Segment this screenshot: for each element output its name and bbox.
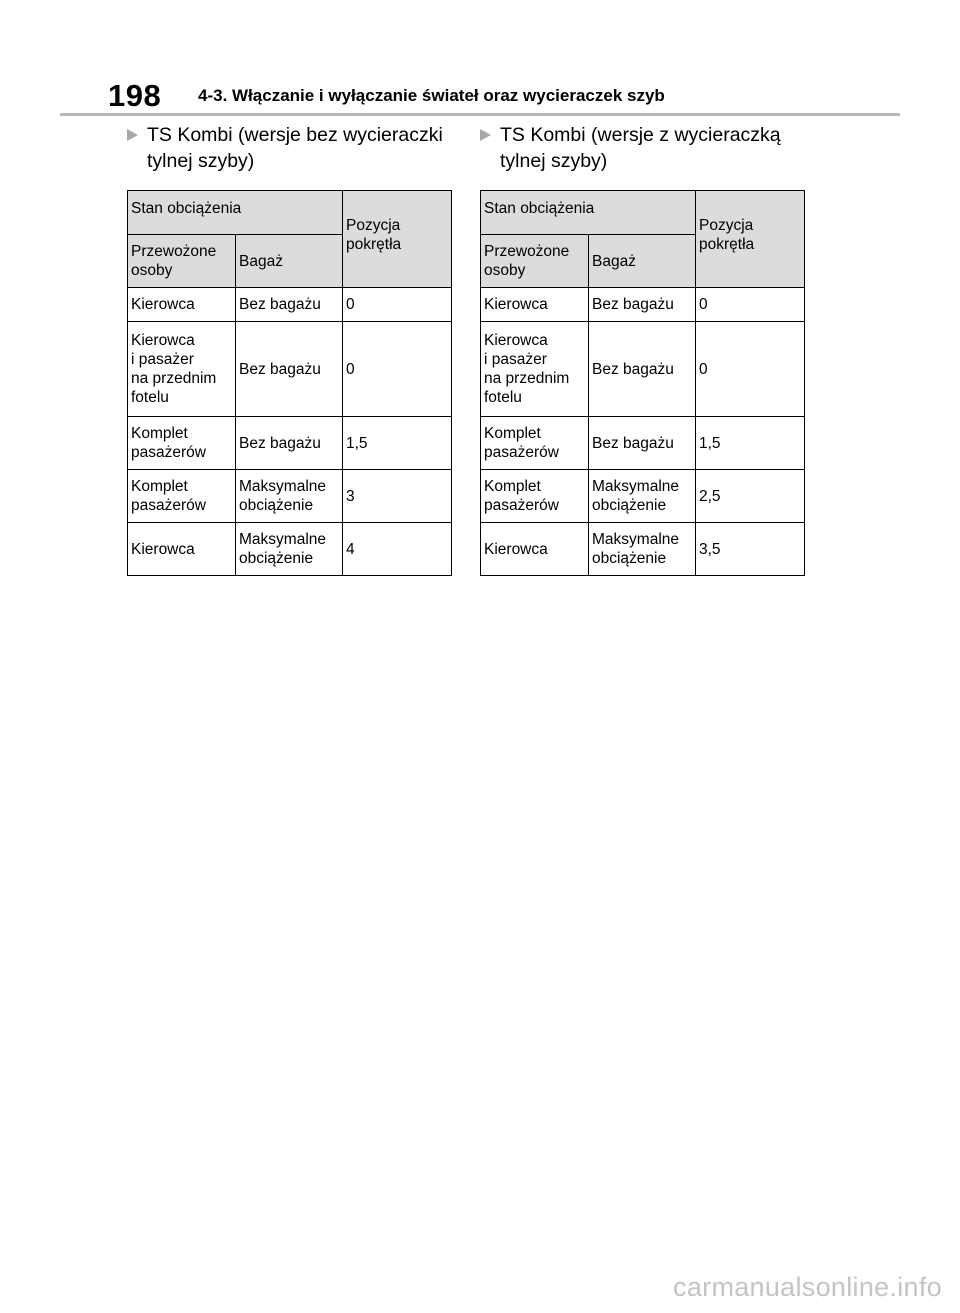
luggage-cell: Bez bagażu xyxy=(236,417,343,470)
passengers-line: Kierowca xyxy=(484,332,548,349)
passengers-cell: Kierowca xyxy=(481,523,589,576)
luggage-cell xyxy=(589,470,696,523)
header-knob-position-line1: Pozycja xyxy=(346,217,401,234)
luggage-line: obciążenie xyxy=(239,550,314,567)
passengers-line: pasażerów xyxy=(484,497,559,514)
table-row xyxy=(481,470,805,523)
passengers-line: pasażerów xyxy=(484,444,559,461)
section-heading-line2: tylnej szyby) xyxy=(500,150,608,172)
passengers-cell xyxy=(128,417,236,470)
position-cell: 0 xyxy=(343,288,452,322)
section-heading xyxy=(127,122,451,190)
passengers-cell: Kierowca xyxy=(128,288,236,322)
watermark: carmanualsonline.info xyxy=(673,1272,942,1302)
position-cell: 3 xyxy=(343,470,452,523)
position-cell: 1,5 xyxy=(343,417,452,470)
header-passengers-line1: Przewożone xyxy=(484,243,570,260)
section-title: 4-3. Włączanie i wyłączanie świateł oraz wycieraczek szyb xyxy=(198,86,665,105)
luggage-line: Maksymalne xyxy=(239,531,326,548)
position-cell: 4 xyxy=(343,523,452,576)
header-luggage: Bagaż xyxy=(589,235,696,288)
load-table xyxy=(480,190,805,576)
passengers-line: i pasażer xyxy=(131,351,194,368)
passengers-line: i pasażer xyxy=(484,351,547,368)
passengers-cell xyxy=(128,322,236,417)
passengers-line: Komplet xyxy=(484,478,541,495)
luggage-line: Maksymalne xyxy=(592,531,679,548)
load-table xyxy=(127,190,452,576)
passengers-line: Kierowca xyxy=(131,332,195,349)
luggage-line: Maksymalne xyxy=(592,478,679,495)
table-row xyxy=(128,523,452,576)
luggage-line: obciążenie xyxy=(239,497,314,514)
section-heading-line1: TS Kombi (wersje bez wycieraczki xyxy=(147,124,443,146)
passengers-cell: Kierowca xyxy=(481,288,589,322)
position-cell: 0 xyxy=(696,288,805,322)
passengers-line: fotelu xyxy=(131,389,169,406)
table-row xyxy=(481,322,805,417)
luggage-cell: Bez bagażu xyxy=(589,288,696,322)
passengers-line: Komplet xyxy=(131,425,188,442)
header-knob-position xyxy=(343,191,452,288)
triangle-bullet-icon xyxy=(480,129,491,141)
table-row xyxy=(481,523,805,576)
table-row xyxy=(128,470,452,523)
passengers-line: Komplet xyxy=(131,478,188,495)
passengers-cell xyxy=(128,470,236,523)
passengers-line: Komplet xyxy=(484,425,541,442)
passengers-cell: Kierowca xyxy=(128,523,236,576)
position-cell: 0 xyxy=(343,322,452,417)
triangle-bullet-icon xyxy=(127,129,138,141)
header-passengers xyxy=(128,235,236,288)
passengers-line: pasażerów xyxy=(131,497,206,514)
luggage-cell: Bez bagażu xyxy=(236,322,343,417)
table-row xyxy=(128,322,452,417)
passengers-line: na przednim xyxy=(131,370,217,387)
position-cell: 3,5 xyxy=(696,523,805,576)
section-with-rear-wiper xyxy=(480,122,804,576)
passengers-line: fotelu xyxy=(484,389,522,406)
section-heading xyxy=(480,122,804,190)
header-load-state: Stan obciążenia xyxy=(481,191,696,235)
luggage-line: Maksymalne xyxy=(239,478,326,495)
position-cell: 1,5 xyxy=(696,417,805,470)
table-row xyxy=(128,288,452,322)
header-passengers-line1: Przewożone xyxy=(131,243,217,260)
passengers-line: pasażerów xyxy=(131,444,206,461)
header-passengers-line2: osoby xyxy=(131,262,173,279)
table-row xyxy=(481,417,805,470)
luggage-cell xyxy=(236,523,343,576)
header-knob-position-line2: pokrętła xyxy=(699,236,755,253)
table-row xyxy=(481,288,805,322)
luggage-cell xyxy=(236,470,343,523)
header-passengers-line2: osoby xyxy=(484,262,526,279)
header-load-state: Stan obciążenia xyxy=(128,191,343,235)
passengers-cell xyxy=(481,470,589,523)
luggage-cell: Bez bagażu xyxy=(589,322,696,417)
header-divider xyxy=(60,113,900,116)
section-heading-line1: TS Kombi (wersje z wycieraczką xyxy=(500,124,781,146)
header-knob-position xyxy=(696,191,805,288)
table-row xyxy=(128,417,452,470)
luggage-cell: Bez bagażu xyxy=(589,417,696,470)
section-heading-line2: tylnej szyby) xyxy=(147,150,255,172)
header-passengers xyxy=(481,235,589,288)
passengers-line: na przednim xyxy=(484,370,570,387)
header-luggage: Bagaż xyxy=(236,235,343,288)
passengers-cell xyxy=(481,322,589,417)
luggage-line: obciążenie xyxy=(592,497,667,514)
section-no-rear-wiper xyxy=(127,122,451,576)
header-knob-position-line2: pokrętła xyxy=(346,236,402,253)
luggage-cell xyxy=(589,523,696,576)
passengers-cell xyxy=(481,417,589,470)
position-cell: 0 xyxy=(696,322,805,417)
page-number: 198 xyxy=(108,78,162,113)
header-knob-position-line1: Pozycja xyxy=(699,217,754,234)
position-cell: 2,5 xyxy=(696,470,805,523)
luggage-cell: Bez bagażu xyxy=(236,288,343,322)
luggage-line: obciążenie xyxy=(592,550,667,567)
